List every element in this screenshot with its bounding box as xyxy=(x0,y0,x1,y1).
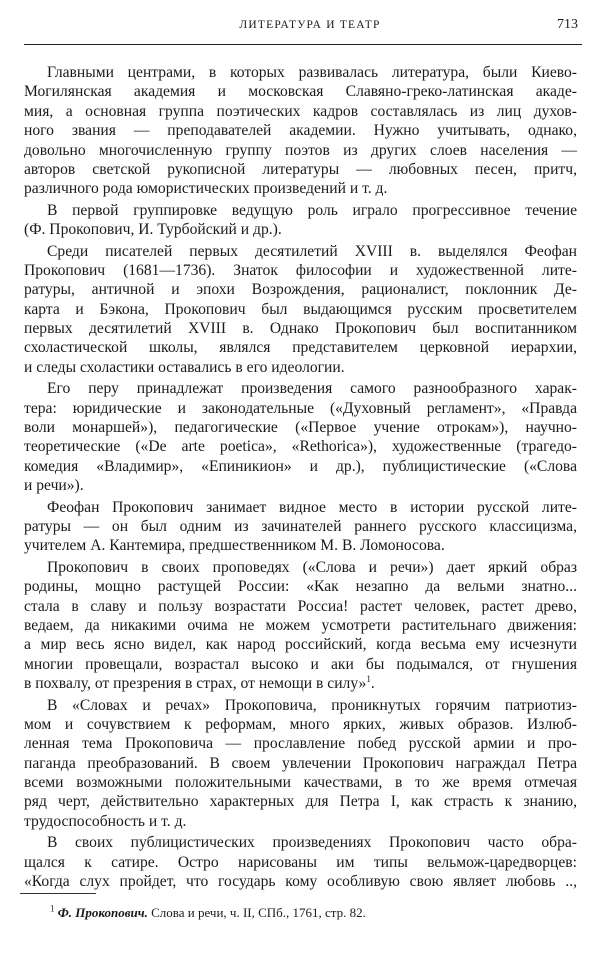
paragraph xyxy=(24,63,577,199)
line-text: авторов светской рукописной литературы — любовных песен, притч, xyxy=(24,160,577,178)
line-text: карта и Бэкона, Прокопович был выдающимся русским просветителем xyxy=(24,300,577,318)
text-line xyxy=(24,498,577,517)
paragraph xyxy=(24,201,577,240)
paragraph xyxy=(24,833,577,891)
line-text: «Когда слух пройдет, что государь кому особливую свою являет любовь .., xyxy=(24,873,577,891)
line-text: комедия «Владимир», «Епиникион» и др.), публицистические («Слова xyxy=(24,457,577,475)
line-text: ряд черт, действительно характерных для Петра I, как страсть к знанию, xyxy=(24,793,577,811)
text-line xyxy=(24,635,577,654)
line-text: ведаем, да никакими очима не можем усмотрети растительнаго движения: xyxy=(24,616,577,634)
text-line xyxy=(24,577,577,596)
paragraph xyxy=(24,558,577,694)
text-line xyxy=(24,141,577,160)
line-text: Могилянская академия и московская Славяно-греко-латинская акаде- xyxy=(24,83,577,101)
line-text: воли монаршей»), педагогические («Первое учение отрокам»), научно- xyxy=(24,419,577,437)
line-text: первых десятилетий XVIII в. Однако Прокопович был воспитанником xyxy=(24,320,577,338)
line-text: тера: юридические и законодательные («Духовный регламент», «Правда xyxy=(24,399,577,417)
text-line xyxy=(24,734,577,753)
text-line xyxy=(24,179,577,198)
line-text: Его перу принадлежат произведения самого разнообразного харак- xyxy=(47,380,577,398)
line-text: довольно многочисленную группу поэтов из других слоев населения — xyxy=(24,141,577,159)
line-text: и речи»). xyxy=(24,477,84,495)
text-line xyxy=(24,812,577,831)
text-line xyxy=(24,833,577,852)
text-line xyxy=(24,358,577,377)
line-text: В первой группировке ведущую роль играло прогрессивное течение xyxy=(47,201,577,219)
text-line xyxy=(24,853,577,872)
paragraph xyxy=(24,379,577,495)
page-number: 713 xyxy=(557,17,578,32)
paragraph xyxy=(24,242,577,378)
text-line xyxy=(24,399,577,418)
line-text: ратуры — он был одним из зачинателей раннего русского классицизма, xyxy=(24,517,577,535)
line-text: трудоспособность и т. д. xyxy=(24,812,187,830)
line-text: а мир весь ясно видел, как народ российский, когда весьма ему исчезнути xyxy=(24,636,577,654)
line-text: всеми возможными положительными качествами, в то же время отмечая xyxy=(24,774,577,792)
text-line xyxy=(24,242,577,261)
line-text: в похвалу, от презрения в страх, от немощи в силу» xyxy=(24,675,367,693)
running-header-title: ЛИТЕРАТУРА И ТЕАТР xyxy=(239,19,381,31)
text-line xyxy=(24,715,577,734)
text-line xyxy=(24,597,577,616)
line-text: Прокопович в своих проповедях («Слова и речи») дает яркий образ xyxy=(47,558,577,576)
line-text: Главными центрами, в которых развивалась литература, были Киево- xyxy=(47,64,577,81)
line-text: различного рода юмористических произведений и т. д. xyxy=(24,180,388,198)
line-text: Прокопович (1681—1736). Знаток философии и художественной лите- xyxy=(24,261,577,279)
footnote-reference[interactable]: 1 xyxy=(366,673,371,684)
text-line xyxy=(24,261,577,280)
header-rule xyxy=(24,44,582,45)
line-text: ратуры, античной и эпохи Возрождения, рационалист, поклонник Де- xyxy=(24,281,577,299)
text-line xyxy=(24,655,577,674)
text-line xyxy=(24,102,577,121)
line-text: ленная тема Прокоповича — прославление побед русской армии и про- xyxy=(24,735,577,753)
text-line xyxy=(24,558,577,577)
text-line xyxy=(24,63,577,82)
line-text: многии провещали, возрастал высоко и аки бы подымался, от гнушения xyxy=(24,655,577,673)
text-line xyxy=(24,696,577,715)
paragraph xyxy=(24,498,577,556)
text-line xyxy=(24,872,577,891)
footnote-text: Слова и речи, ч. II, СПб., 1761, стр. 82. xyxy=(147,905,366,920)
paragraph xyxy=(24,696,577,832)
line-text: стала в славу и пользу возрастати Россиа! растет человек, растет древо, xyxy=(24,597,577,615)
text-line xyxy=(24,476,577,495)
text-line xyxy=(24,280,577,299)
text-line xyxy=(24,616,577,635)
text-line xyxy=(24,220,577,239)
line-text: (Ф. Прокопович, И. Турбойский и др.). xyxy=(24,221,282,239)
line-text: теоретические («De arte poetica», «Rethorica»), художественные (трагедо- xyxy=(24,438,577,456)
text-line xyxy=(24,379,577,398)
line-text: ного звания — преподавателей академии. Нужно учитывать, однако, xyxy=(24,122,577,140)
text-line xyxy=(24,792,577,811)
footnote-rule xyxy=(20,893,96,894)
text-line xyxy=(24,437,577,456)
text-line xyxy=(24,338,577,357)
line-text: мом и сочувствием к реформам, много ярких, живых образов. Излюб- xyxy=(24,715,577,733)
line-text: паганда преобразований. В своем увлечении Прокопович награждал Петра xyxy=(24,754,577,772)
footnote-number: 1 xyxy=(50,903,55,914)
text-line: в похвалу, от презрения в страх, от немощи в силу»$^1$. xyxy=(24,673,375,693)
text-line xyxy=(24,201,577,220)
line-text: В «Словах и речах» Прокоповича, проникнутых горячим патриотиз- xyxy=(47,696,577,714)
text-line xyxy=(24,300,577,319)
text-line xyxy=(24,517,577,536)
text-line xyxy=(24,319,577,338)
text-line xyxy=(24,754,577,773)
line-text: В своих публицистических произведениях Прокопович часто обра- xyxy=(47,834,577,852)
text-line xyxy=(24,121,577,140)
line-text: Среди писателей первых десятилетий XVIII в. выделялся Феофан xyxy=(47,242,577,260)
text-line xyxy=(24,418,577,437)
line-text: схоластической школы, являлся представителем церковной иерархии, xyxy=(24,339,577,357)
line-text: родины, мощно растущей России: «Как незапно да вельми знатно... xyxy=(24,578,577,596)
line-text: и следы схоластики оставались в его идеологии. xyxy=(24,358,345,376)
text-line xyxy=(24,82,577,101)
text-line xyxy=(24,160,577,179)
text-line xyxy=(24,457,577,476)
line-text: учителем А. Кантемира, предшественником М. В. Ломоносова. xyxy=(24,537,445,555)
text-line xyxy=(24,536,577,555)
text-line xyxy=(24,773,577,792)
line-text: щался к сатире. Остро нарисованы им типы вельмож-царедворцев: xyxy=(24,853,577,871)
line-text: мия, а основная группа поэтических кадров составлялась из лиц духов- xyxy=(24,102,577,120)
footnote-author: Ф. Прокопович. xyxy=(57,905,148,920)
line-text: Феофан Прокопович занимает видное место в истории русской лите- xyxy=(47,498,577,516)
footnote xyxy=(50,905,366,921)
body-text xyxy=(24,63,577,893)
